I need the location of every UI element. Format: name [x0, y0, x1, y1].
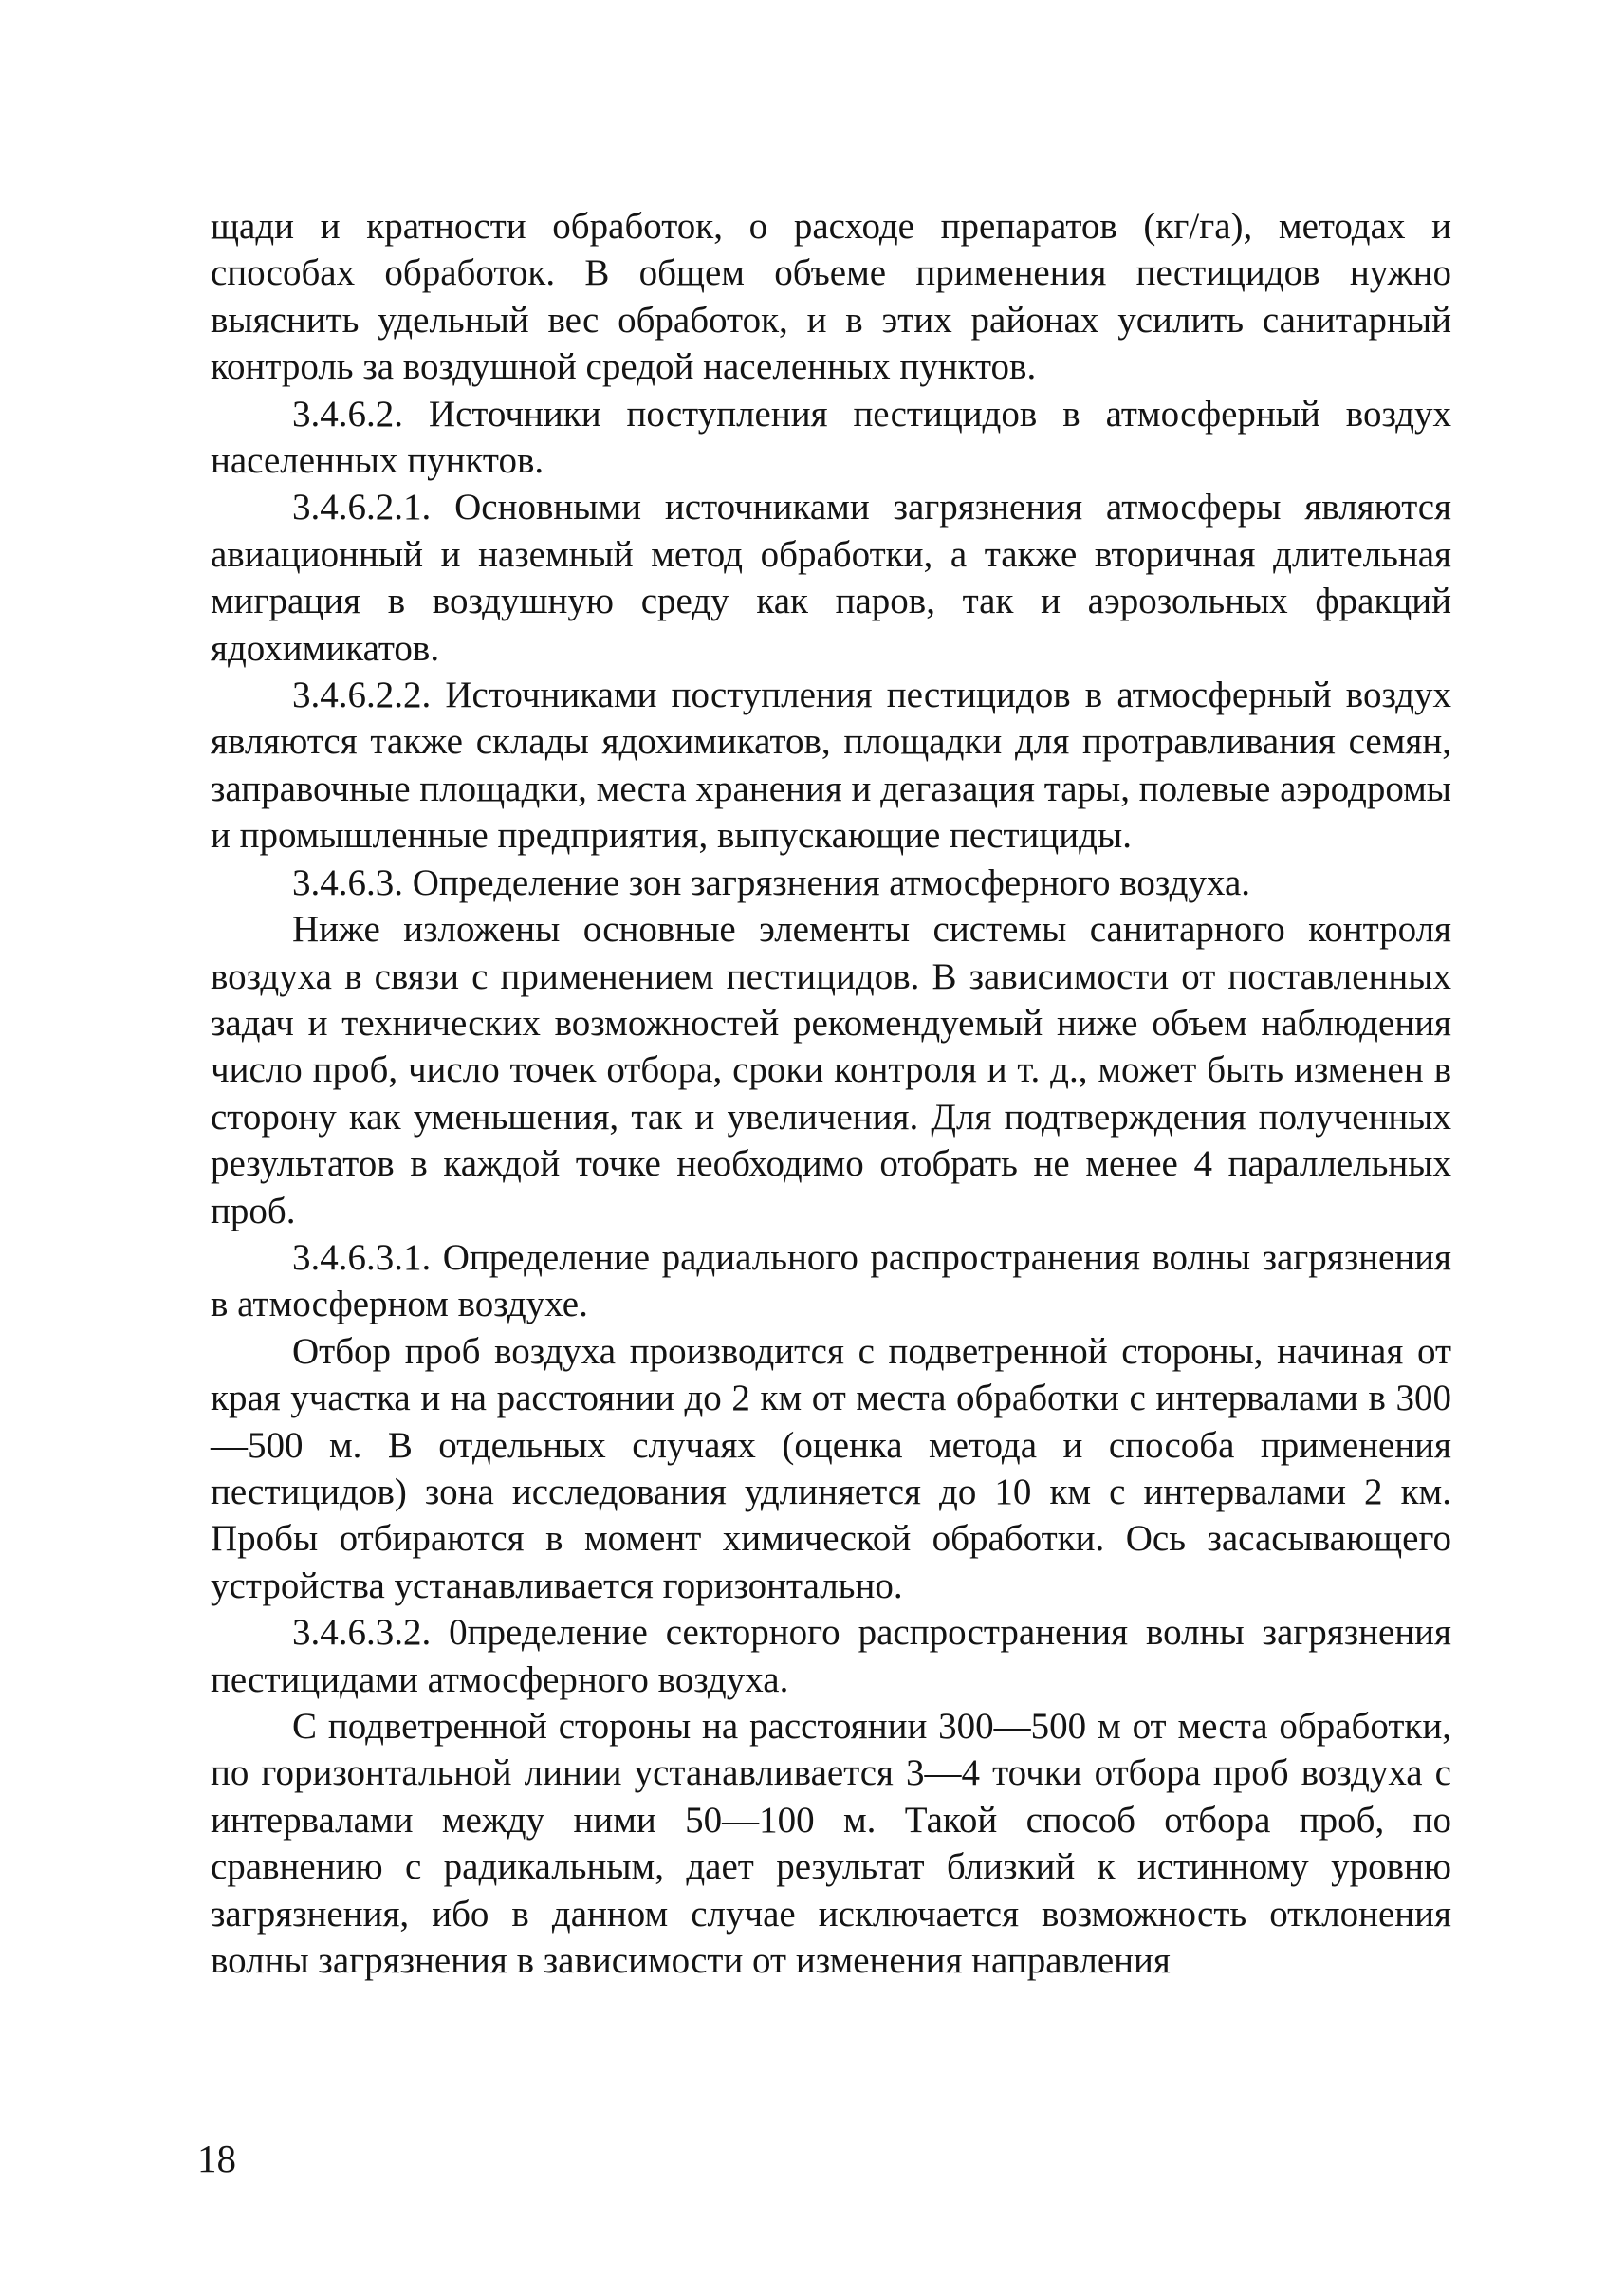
paragraph-3-4-6-2-2: 3.4.6.2.2. Источниками поступления пестицидов в атмосферный воздух являются также склады ядохимикатов, площадки для протравливания семян, заправочные площадки, места хранения и дегазация тары, полевые аэродромы и промышленные предприятия, выпускающие пестициды.: [211, 675, 1451, 857]
section-heading-3-4-6-3: 3.4.6.3. Определение зон загрязнения атмосферного воздуха.: [292, 861, 1251, 903]
page-number: 18: [197, 2137, 236, 2180]
section-heading-3-4-6-3-2: 3.4.6.3.2. 0пределение секторного распространения волны загрязнения пестицидами атмосферного воздуха.: [211, 1612, 1451, 1700]
paragraph-control-elements: Ниже изложены основные элементы системы санитарного контроля воздуха в связи с применением пестицидов. В зависимости от поставленных задач и технических возможностей рекомендуемый ниже объем наблюдения число проб, число точек отбора, сроки контроля и т. д., может быть изменен в сторону как уменьшения, так и увеличения. Для подтверждения полученных результатов в каждой точке необходимо отобрать не менее 4 параллельных проб.: [211, 909, 1451, 1231]
body-text: [211, 203, 1451, 1984]
paragraph-continuation: щади и кратности обработок, о расходе препаратов (кг/га), методах и способах обработок. В общем объеме применения пестицидов нужно выяснить удельный вес обработок, и в этих районах усилить санитарный контроль за воздушной средой населенных пунктов.: [211, 206, 1451, 388]
section-heading-3-4-6-2: 3.4.6.2. Источники поступления пестицидов в атмосферный воздух населенных пунктов.: [211, 393, 1451, 482]
paragraph-3-4-6-2-1: 3.4.6.2.1. Основными источниками загрязнения атмосферы являются авиационный и наземный метод обработки, а также вторичная длительная миграция в воздушную среду как паров, так и аэрозольных фракций ядохимикатов.: [211, 487, 1451, 669]
paragraph-sector-sampling: С подветренной стороны на расстоянии 300—500 м от места обработки, по горизонтальной линии устанавливается 3—4 точки отбора проб воздуха с интервалами между ними 50—100 м. Такой способ отбора проб, по сравнению с радикальным, дает результат близкий к истинному уровню загрязнения, ибо в данном случае исключается возможность отклонения волны загрязнения в зависимости от изменения направления: [211, 1706, 1451, 1982]
section-heading-3-4-6-3-1: 3.4.6.3.1. Определение радиального распространения волны загрязнения в атмосферном воздухе.: [211, 1236, 1451, 1325]
paragraph-radial-sampling: Отбор проб воздуха производится с подветренной стороны, начиная от края участка и на расстоянии до 2 км от места обработки с интервалами в 300—500 м. В отдельных случаях (оценка метода и способа применения пестицидов) зона исследования удлиняется до 10 км с интервалами 2 км. Пробы отбираются в момент химической обработки. Ось засасывающего устройства устанавливается горизонтально.: [211, 1330, 1451, 1606]
